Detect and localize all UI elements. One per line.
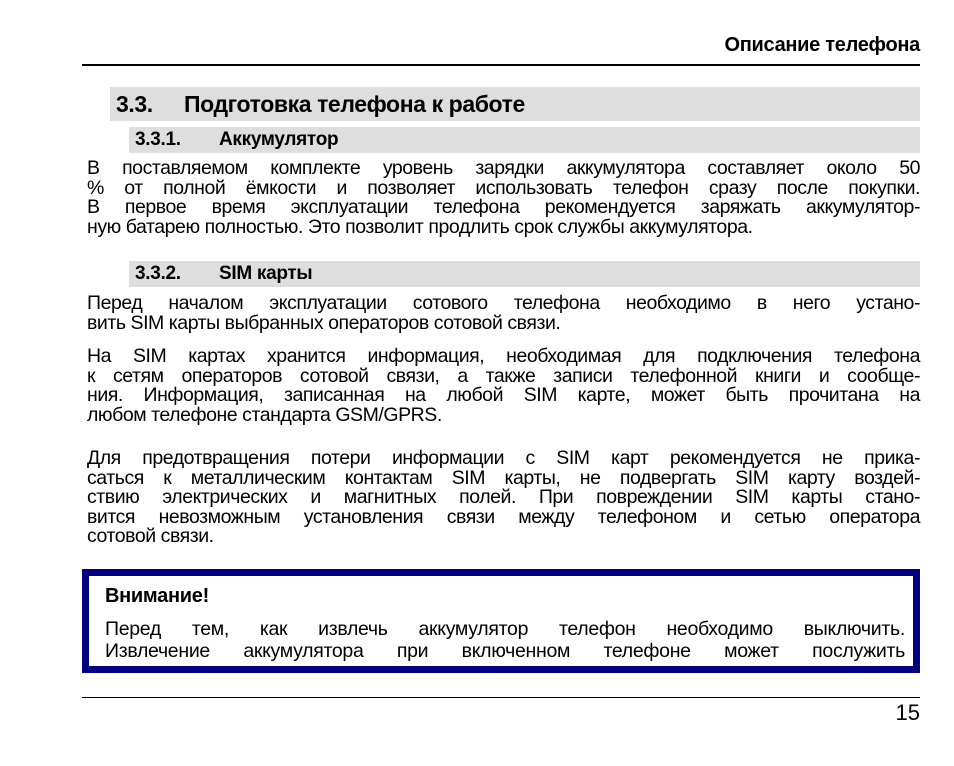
text-line: На SIM картах хранится информация, необходимая для подключения телефона — [87, 345, 920, 367]
footer-rule — [82, 697, 920, 698]
text-line: сотовой связи. — [87, 525, 214, 548]
subsection-number: 3.3.2. — [135, 263, 181, 284]
paragraph-sim-storage — [87, 347, 920, 425]
text-line: саться к металлическим контактам SIM карты, не подвергать SIM карту воздей- — [87, 466, 920, 489]
paragraph-sim-install — [87, 294, 920, 333]
text-line: Перед началом эксплуатации сотового телефона необходимо в него устано- — [87, 292, 920, 314]
header-rule — [82, 64, 920, 66]
text-line: Извлечение аккумулятора при включенном телефоне может послужить — [105, 640, 905, 662]
warning-note-box — [82, 569, 920, 673]
page-number: 15 — [895, 700, 920, 725]
subsection-number: 3.3.1. — [135, 129, 181, 150]
paragraph-battery — [87, 159, 920, 237]
text-line: вить SIM карты выбранных операторов сотовой связи. — [87, 311, 561, 334]
subsection-heading-battery — [129, 127, 920, 153]
text-line: вится невозможным установления связи между телефоном и сетью оператора — [87, 505, 920, 528]
section-title: Подготовка телефона к работе — [184, 91, 525, 117]
text-line: В поставляемом комплекте уровень зарядки аккумулятора составляет около 50 — [87, 157, 920, 179]
section-number: 3.3. — [116, 91, 153, 117]
text-line: ствию электрических и магнитных полей. При повреждении SIM карты стано- — [87, 486, 920, 509]
text-line: ния. Информация, записанная на любой SIM карте, может быть прочитана на — [87, 384, 920, 407]
subsection-title: Аккумулятор — [219, 129, 339, 150]
running-header: Описание телефона — [724, 34, 920, 56]
text-line: к сетям операторов сотовой связи, а также записи телефонной книги и сообще- — [87, 364, 920, 387]
text-line: % от полной ёмкости и позволяет использовать телефон сразу после покупки. — [87, 176, 920, 199]
text-line: любом телефоне стандарта GSM/GPRS. — [87, 403, 442, 426]
text-line: В первое время эксплуатации телефона рекомендуется заряжать аккумулятор- — [87, 196, 920, 219]
subsection-heading-sim-cards — [129, 261, 920, 287]
subsection-title: SIM карты — [219, 263, 313, 284]
warning-title: Внимание! — [105, 585, 209, 607]
text-line: ную батарею полностью. Это позволит продлить срок службы аккумулятора. — [87, 215, 753, 238]
text-line: Перед тем, как извлечь аккумулятор телефон необходимо выключить. — [105, 618, 905, 640]
paragraph-sim-protection — [87, 449, 920, 547]
warning-text — [105, 618, 905, 662]
text-line: Для предотвращения потери информации с SIM карт рекомендуется не прика- — [87, 447, 920, 469]
section-heading — [110, 87, 920, 121]
